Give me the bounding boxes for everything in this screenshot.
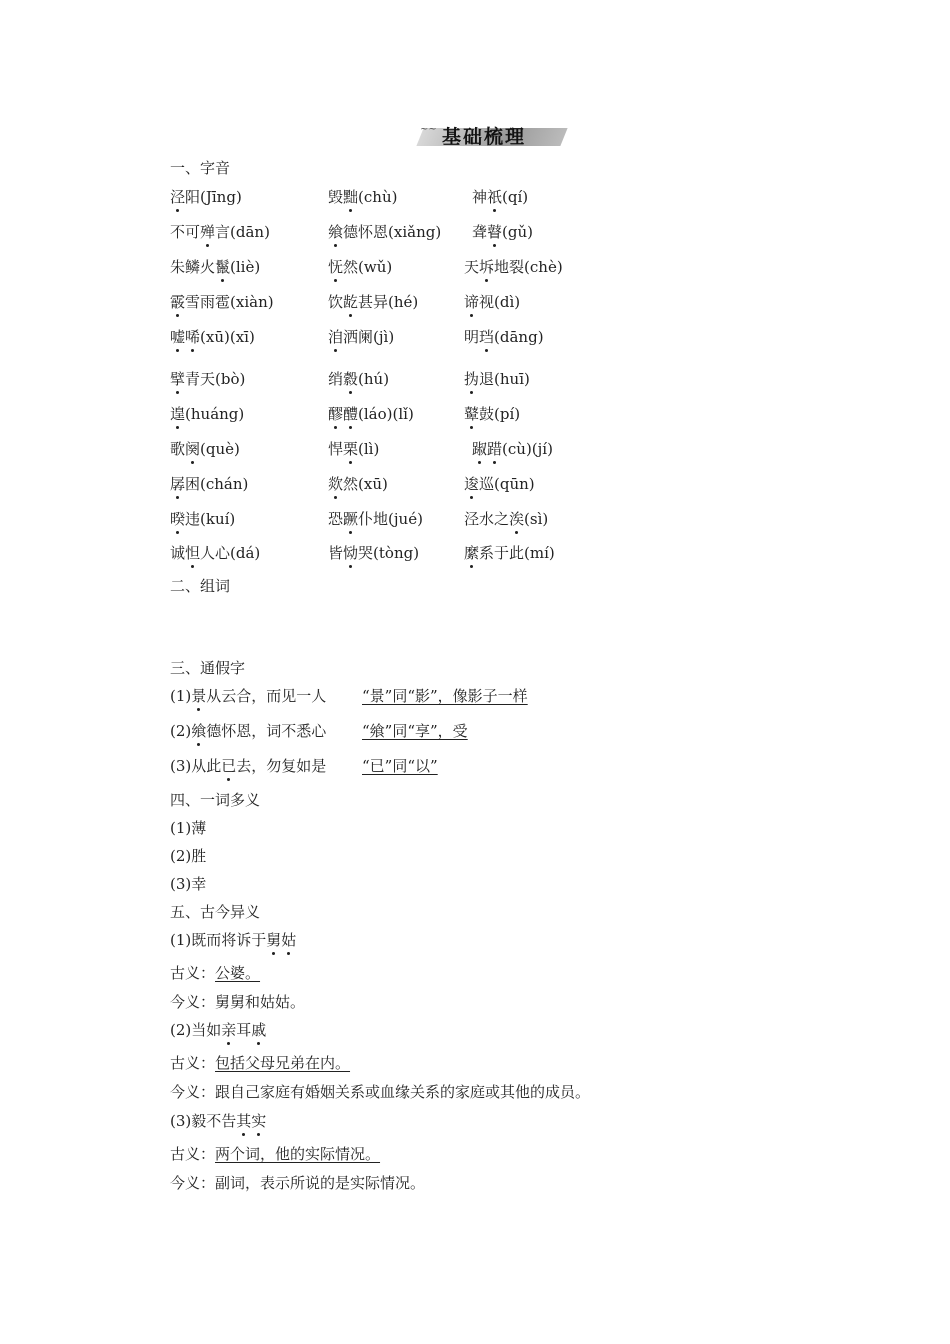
zi-yin-entry-text: (liè) bbox=[230, 258, 261, 276]
zi-yin-entry-text: (lì) bbox=[358, 440, 380, 458]
gu-yi-answer: 包括父母兄弟在内。 bbox=[215, 1054, 351, 1072]
zi-yin-entry-dotted-char: 鼙 bbox=[464, 405, 480, 423]
zi-yin-entry-text: 甚异(hé) bbox=[358, 293, 419, 311]
jin-yi-label: 今义： bbox=[170, 1174, 216, 1192]
tong-jia-answer: “景”同“影”，像影子一样 bbox=[362, 687, 528, 705]
zi-yin-entry-text: 青天(bò) bbox=[185, 370, 246, 388]
zi-yin-entry-text: 仆地(jué) bbox=[358, 510, 423, 528]
zi-yin-entry bbox=[170, 508, 235, 529]
zi-yin-entry-dotted-char: 縻 bbox=[464, 544, 480, 562]
tong-jia-sentence-text: 从此 bbox=[191, 757, 222, 775]
gu-jin-phrase-dotted-char: 舅 bbox=[266, 931, 282, 949]
jin-yi-label: 今义： bbox=[170, 1083, 216, 1101]
tong-jia-number: (3) bbox=[170, 757, 192, 775]
zi-yin-entry-dotted-char: 鬣 bbox=[215, 258, 231, 276]
gu-jin-number: (2) bbox=[170, 1021, 192, 1039]
gu-jin-phrase-dotted-char: 其 bbox=[236, 1112, 252, 1130]
zi-yin-entry-text: 地裂(chè) bbox=[494, 258, 563, 276]
zi-yin-entry bbox=[170, 291, 274, 312]
zi-yin-entry-dotted-char: 唏 bbox=[185, 328, 201, 346]
jin-yi-line bbox=[170, 1172, 425, 1193]
zi-yin-entry-text: 天 bbox=[464, 258, 480, 276]
zi-yin-entry-dotted-char: 祇 bbox=[487, 188, 503, 206]
zi-yin-entry bbox=[170, 403, 244, 424]
tong-jia-item bbox=[170, 685, 326, 706]
zi-yin-entry-text: (láo)(lǐ) bbox=[358, 405, 414, 423]
zi-yin-entry-dotted-char: 踖 bbox=[487, 440, 503, 458]
zi-yin-entry-text: 鼓(pí) bbox=[479, 405, 521, 423]
zi-yin-entry bbox=[170, 256, 260, 277]
zi-yin-entry bbox=[170, 438, 240, 459]
zi-yin-entry-text: (què) bbox=[200, 440, 240, 458]
zi-yin-entry-text: (hú) bbox=[358, 370, 390, 388]
zi-yin-entry-dotted-char: 谛 bbox=[464, 293, 480, 311]
zi-yin-entry bbox=[170, 186, 242, 207]
gu-jin-phrase-text: 既而将诉于 bbox=[191, 931, 267, 949]
zi-yin-entry-dotted-char: 霰 bbox=[170, 293, 186, 311]
zi-yin-entry-text: 困(chán) bbox=[185, 475, 249, 493]
zi-yin-entry bbox=[464, 542, 555, 563]
zi-yin-entry-text: (dāng) bbox=[494, 328, 544, 346]
zi-yin-entry-text: (qí) bbox=[502, 188, 529, 206]
zi-yin-entry-text: 不可 bbox=[170, 223, 201, 241]
title-flourish-icon: ~~ bbox=[420, 124, 437, 135]
zi-yin-entry-dotted-char: 逡 bbox=[464, 475, 480, 493]
zi-yin-entry-dotted-char: 暌 bbox=[170, 510, 186, 528]
zi-yin-entry-dotted-char: 㧑 bbox=[464, 370, 480, 388]
zi-yin-entry-text: 违(kuí) bbox=[185, 510, 236, 528]
yi-ci-item-2: (2)胜 bbox=[170, 847, 207, 865]
zi-yin-entry bbox=[464, 256, 563, 277]
zi-yin-entry-text: 德怀恩(xiǎng) bbox=[343, 223, 442, 241]
zi-yin-entry-text: 毁 bbox=[328, 188, 344, 206]
zi-yin-entry bbox=[472, 186, 528, 207]
tong-jia-item bbox=[170, 755, 326, 776]
jin-yi-text: 副词，表示所说的是实际情况。 bbox=[215, 1174, 426, 1192]
zi-yin-entry-dotted-char: 醪 bbox=[328, 405, 344, 423]
zi-yin-entry-dotted-char: 怃 bbox=[328, 258, 344, 276]
zi-yin-entry-dotted-char: 縠 bbox=[343, 370, 359, 388]
zi-yin-entry-dotted-char: 坼 bbox=[479, 258, 495, 276]
zi-yin-entry-dotted-char: 殚 bbox=[200, 223, 216, 241]
gu-yi-label: 古义： bbox=[170, 1145, 216, 1163]
tong-jia-answer: “飨”同“享”，受 bbox=[362, 722, 468, 740]
zi-yin-entry-dotted-char: 泾 bbox=[170, 188, 186, 206]
zi-yin-entry-dotted-char: 醴 bbox=[343, 405, 359, 423]
zi-yin-entry-text: (huáng) bbox=[185, 405, 245, 423]
zi-yin-entry bbox=[464, 403, 520, 424]
gu-jin-phrase bbox=[170, 1110, 266, 1131]
zi-yin-entry-dotted-char: 涘 bbox=[509, 510, 525, 528]
zi-yin-entry-text: 视(dì) bbox=[479, 293, 521, 311]
zi-yin-entry-text: 朱鳞火 bbox=[170, 258, 216, 276]
zi-yin-entry-text: 悍 bbox=[328, 440, 344, 458]
zi-yin-entry bbox=[328, 473, 388, 494]
zi-yin-entry bbox=[328, 438, 379, 459]
gu-jin-phrase bbox=[170, 929, 296, 950]
zi-yin-entry-dotted-char: 栗 bbox=[343, 440, 359, 458]
zi-yin-entry-dotted-char: 恸 bbox=[343, 544, 359, 562]
gu-jin-phrase-dotted-char: 实 bbox=[251, 1112, 267, 1130]
gu-yi-line bbox=[170, 962, 260, 983]
zi-yin-entry-dotted-char: 怛 bbox=[185, 544, 201, 562]
zi-yin-entry-text: (cù)(jí) bbox=[502, 440, 553, 458]
zi-yin-entry bbox=[170, 473, 248, 494]
gu-jin-phrase-text: 当如 bbox=[191, 1021, 222, 1039]
zi-yin-entry-dotted-char: 嘘 bbox=[170, 328, 186, 346]
zi-yin-entry-text: 哭(tòng) bbox=[358, 544, 420, 562]
zi-yin-entry bbox=[170, 368, 245, 389]
zi-yin-entry-dotted-char: 孱 bbox=[170, 475, 186, 493]
jin-yi-line bbox=[170, 1081, 590, 1102]
zi-yin-entry-text: 系于此(mí) bbox=[479, 544, 555, 562]
tong-jia-sentence-text: 德怀恩，词不悉心 bbox=[206, 722, 327, 740]
zi-yin-entry-dotted-char: 黜 bbox=[343, 188, 359, 206]
zi-yin-entry bbox=[328, 186, 397, 207]
zi-yin-entry-dotted-char: 飨 bbox=[328, 223, 344, 241]
gu-jin-phrase-dotted-char: 亲 bbox=[221, 1021, 237, 1039]
tong-jia-answer: “已”同“以” bbox=[362, 757, 438, 775]
zi-yin-entry bbox=[170, 542, 260, 563]
zi-yin-entry-text: 洒阑(jì) bbox=[343, 328, 395, 346]
gu-yi-answer: 公婆。 bbox=[215, 964, 261, 982]
zi-yin-entry-text: 恐 bbox=[328, 510, 344, 528]
zi-yin-entry-text: 聋 bbox=[472, 223, 488, 241]
tong-jia-sentence-text: 去，勿复如是 bbox=[236, 757, 327, 775]
jin-yi-text: 跟自己家庭有婚姻关系或血缘关系的家庭或其他的成员。 bbox=[215, 1083, 591, 1101]
zi-yin-entry-text: 诚 bbox=[170, 544, 186, 562]
gu-yi-label: 古义： bbox=[170, 1054, 216, 1072]
zi-yin-entry-text: 歌 bbox=[170, 440, 186, 458]
zi-yin-entry-text: 巡(qūn) bbox=[479, 475, 535, 493]
zi-yin-entry-text: 皆 bbox=[328, 544, 344, 562]
zi-yin-entry-dotted-char: 瞽 bbox=[487, 223, 503, 241]
zi-yin-entry-text: 退(huī) bbox=[479, 370, 530, 388]
zi-yin-entry-text: 雪雨雹(xiàn) bbox=[185, 293, 274, 311]
zi-yin-entry-dotted-char: 欻 bbox=[328, 475, 344, 493]
zi-yin-entry-text: 言(dān) bbox=[215, 223, 270, 241]
zi-yin-entry-dotted-char: 阕 bbox=[185, 440, 201, 458]
zi-yin-entry-dotted-char: 龁 bbox=[343, 293, 359, 311]
zi-yin-entry bbox=[464, 508, 548, 529]
zi-yin-entry-dotted-char: 蹶 bbox=[343, 510, 359, 528]
zi-yin-entry bbox=[328, 368, 389, 389]
tong-jia-number: (2) bbox=[170, 722, 192, 740]
tong-jia-sentence-dotted-char: 飨 bbox=[191, 722, 207, 740]
zi-yin-entry-dotted-char: 洎 bbox=[328, 328, 344, 346]
gu-jin-number: (1) bbox=[170, 931, 192, 949]
jin-yi-text: 舅舅和姑姑。 bbox=[215, 993, 306, 1011]
section-zu-ci: 二、组词 bbox=[170, 577, 231, 595]
tong-jia-number: (1) bbox=[170, 687, 192, 705]
section-zi-yin: 一、字音 bbox=[170, 159, 231, 177]
tong-jia-sentence-text: 从云合，而见一人 bbox=[206, 687, 327, 705]
zi-yin-entry-text: (gǔ) bbox=[502, 223, 533, 241]
zi-yin-entry bbox=[328, 326, 394, 347]
gu-jin-phrase-dotted-char: 戚 bbox=[251, 1021, 267, 1039]
zi-yin-entry bbox=[170, 326, 255, 347]
gu-jin-phrase-text: 毅不告 bbox=[191, 1112, 237, 1130]
yi-ci-item-1: (1)薄 bbox=[170, 819, 207, 837]
zi-yin-entry bbox=[464, 326, 544, 347]
gu-yi-line bbox=[170, 1143, 380, 1164]
zi-yin-entry bbox=[328, 508, 423, 529]
section-tong-jia: 三、通假字 bbox=[170, 659, 246, 677]
zi-yin-entry-dotted-char: 珰 bbox=[479, 328, 495, 346]
zi-yin-entry-dotted-char: 遑 bbox=[170, 405, 186, 423]
zi-yin-entry bbox=[328, 291, 418, 312]
zi-yin-entry-text: (chù) bbox=[358, 188, 398, 206]
tong-jia-item bbox=[170, 720, 326, 741]
zi-yin-entry bbox=[464, 368, 530, 389]
zi-yin-entry-dotted-char: 踧 bbox=[472, 440, 488, 458]
zi-yin-entry-dotted-char: 擘 bbox=[170, 370, 186, 388]
jin-yi-label: 今义： bbox=[170, 993, 216, 1011]
gu-yi-line bbox=[170, 1052, 350, 1073]
tong-jia-sentence-dotted-char: 已 bbox=[221, 757, 237, 775]
gu-yi-answer: 两个词，他的实际情况。 bbox=[215, 1145, 381, 1163]
zi-yin-entry-text: 阳(Jīng) bbox=[185, 188, 242, 206]
zi-yin-entry bbox=[472, 221, 533, 242]
zi-yin-entry-text: 然(wǔ) bbox=[343, 258, 393, 276]
title-banner bbox=[420, 122, 564, 150]
zi-yin-entry bbox=[328, 403, 414, 424]
zi-yin-entry-text: (xū)(xī) bbox=[200, 328, 255, 346]
zi-yin-entry-text: 明 bbox=[464, 328, 480, 346]
zi-yin-entry-text: 神 bbox=[472, 188, 488, 206]
zi-yin-entry bbox=[170, 221, 270, 242]
zi-yin-entry bbox=[464, 291, 520, 312]
zi-yin-entry-text: 绡 bbox=[328, 370, 344, 388]
gu-jin-number: (3) bbox=[170, 1112, 192, 1130]
page-title: 基础梳理 bbox=[442, 126, 527, 148]
zi-yin-entry-text: 饮 bbox=[328, 293, 344, 311]
jin-yi-line bbox=[170, 991, 305, 1012]
zi-yin-entry-text: 泾水之 bbox=[464, 510, 510, 528]
zi-yin-entry-text: 人心(dá) bbox=[200, 544, 261, 562]
zi-yin-entry-text: (sì) bbox=[524, 510, 549, 528]
gu-jin-phrase-text: 耳 bbox=[236, 1021, 252, 1039]
gu-yi-label: 古义： bbox=[170, 964, 216, 982]
zi-yin-entry bbox=[464, 473, 535, 494]
gu-jin-phrase-dotted-char: 姑 bbox=[281, 931, 297, 949]
zi-yin-entry-text: 然(xū) bbox=[343, 475, 388, 493]
zi-yin-entry bbox=[328, 542, 419, 563]
tong-jia-sentence-dotted-char: 景 bbox=[191, 687, 207, 705]
yi-ci-item-3: (3)幸 bbox=[170, 875, 207, 893]
gu-jin-phrase bbox=[170, 1019, 266, 1040]
zi-yin-entry bbox=[472, 438, 553, 459]
section-gu-jin: 五、古今异义 bbox=[170, 903, 261, 921]
section-yi-ci: 四、一词多义 bbox=[170, 791, 261, 809]
zi-yin-entry bbox=[328, 256, 392, 277]
zi-yin-entry bbox=[328, 221, 441, 242]
